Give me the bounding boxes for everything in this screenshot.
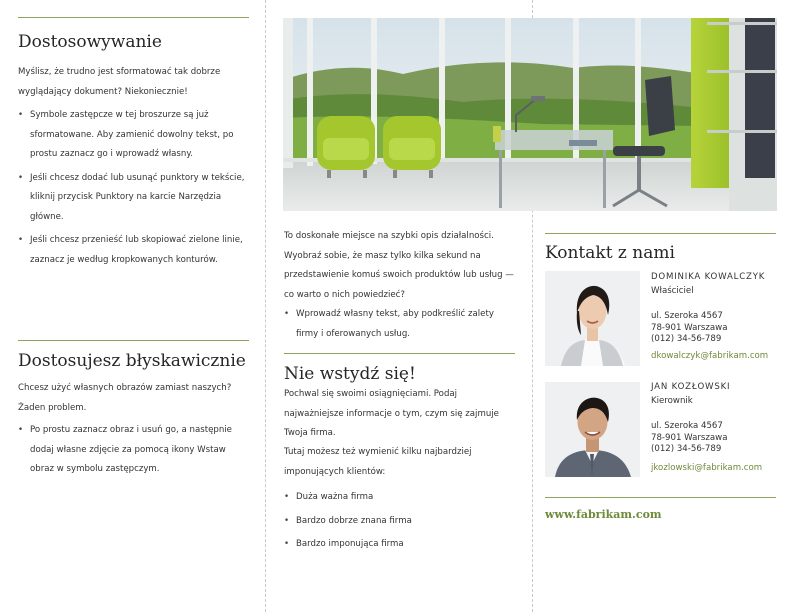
contact-city[interactable]: 78-901 Warszawa — [651, 322, 728, 333]
section-rule — [18, 340, 249, 341]
fold-line-left — [265, 0, 266, 612]
client-list — [284, 488, 514, 559]
list-item[interactable]: • Po prostu zaznacz obraz i usuń go, a następnie dodaj własne zdjęcie za pomocą ikony Wstaw obraz w symbolu zastępczym. — [18, 421, 246, 480]
list-item[interactable]: • Jeśli chcesz przenieść lub skopiować zielone linie, zaznacz je według kropkowanych konturów. — [18, 231, 246, 270]
section-rule — [545, 497, 776, 498]
contact-city[interactable]: 78-901 Warszawa — [651, 432, 728, 443]
contact-title[interactable]: Właściciel — [651, 285, 694, 296]
list-item[interactable]: • Bardzo imponująca firma — [284, 535, 514, 555]
avatar[interactable] — [545, 271, 640, 366]
heading-customization[interactable]: Dostosowywanie — [18, 32, 162, 52]
section-rule — [18, 17, 249, 18]
heading-quick-customize[interactable]: Dostosujesz błyskawicznie — [18, 351, 246, 371]
man-portrait-image — [545, 382, 640, 477]
heading-contact[interactable]: Kontakt z nami — [545, 243, 675, 263]
list-item[interactable]: • Jeśli chcesz dodać lub usunąć punktory w tekście, kliknij przycisk Punktory na karcie Narzędzia główne. — [18, 169, 246, 228]
contact-name[interactable]: DOMINIKA KOWALCZYK — [651, 272, 766, 282]
bullet-list — [18, 106, 246, 274]
bullet-list — [284, 305, 514, 348]
armchair-right — [383, 116, 441, 178]
list-item[interactable]: • Bardzo dobrze znana firma — [284, 512, 514, 532]
list-item[interactable]: • Wprowadź własny tekst, aby podkreślić zalety firmy i oferowanych usług. — [284, 305, 514, 344]
intro-paragraph[interactable]: Myślisz, że trudno jest sformatować tak dobrze wyglądający dokument? Niekoniecznie! — [18, 67, 221, 97]
contact-card — [651, 382, 730, 456]
business-description[interactable]: To doskonałe miejsce na szybki opis działalności. Wyobraź sobie, że masz tylko kilka sekund na przedstawienie komuś swoich produktów lub usług — co warto o nich powiedzieć? — [284, 231, 514, 300]
clients-intro[interactable]: Tutaj możesz też wymienić kilku najbardziej imponujących klientów: — [284, 447, 472, 477]
list-item[interactable]: • Duża ważna firma — [284, 488, 514, 508]
contact-card — [651, 272, 765, 346]
contact-phone[interactable]: (012) 34-56-789 — [651, 444, 722, 455]
contact-title[interactable]: Kierownik — [651, 395, 693, 406]
contact-email-link[interactable]: jkozlowski@fabrikam.com — [651, 463, 763, 473]
avatar[interactable] — [545, 382, 640, 477]
contact-name[interactable]: JAN KOZŁOWSKI — [651, 382, 731, 392]
section-rule — [284, 353, 515, 354]
contact-phone[interactable]: (012) 34-56-789 — [651, 334, 722, 345]
armchair-left — [317, 116, 375, 178]
contact-street[interactable]: ul. Szeroka 4567 — [651, 421, 723, 432]
heading-dont-be-shy[interactable]: Nie wstydź się! — [284, 364, 416, 384]
woman-portrait-image — [545, 271, 640, 366]
contact-email-link[interactable]: dkowalczyk@fabrikam.com — [651, 351, 769, 361]
achievements-paragraph[interactable]: Pochwal się swoimi osiągnięciami. Podaj najważniejsze informacje o tym, czym się zajmuje Twoja firma. — [284, 389, 499, 438]
contact-street[interactable]: ul. Szeroka 4567 — [651, 311, 723, 322]
intro-paragraph[interactable]: Chcesz użyć własnych obrazów zamiast naszych? Żaden problem. — [18, 383, 232, 413]
office-photo[interactable] — [283, 18, 777, 211]
section-rule — [545, 233, 776, 234]
bullet-list — [18, 421, 246, 484]
website-link[interactable]: www.fabrikam.com — [545, 508, 662, 521]
office-interior-image — [283, 18, 777, 211]
list-item[interactable]: • Symbole zastępcze w tej broszurze są już sformatowane. Aby zamienić dowolny tekst, po prostu zaznacz go i wprowadź własny. — [18, 106, 246, 165]
